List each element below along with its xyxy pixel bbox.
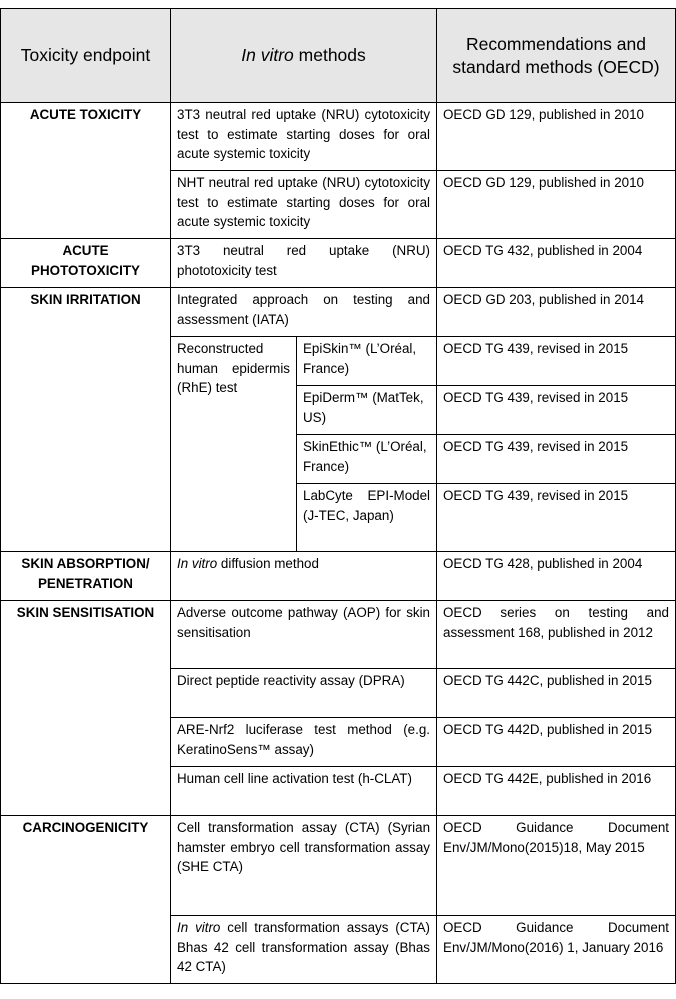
method-text: cell transformation assays (CTA) Bhas 42 cell transformation assay (Bhas 42 CTA) xyxy=(177,920,431,975)
endpoint-skin-absorption: SKIN ABSORPTION/ PENETRATION xyxy=(1,552,171,601)
method-text: diffusion method xyxy=(217,556,319,571)
recommendation-cell: OECD TG 442E, published in 2016 xyxy=(437,767,676,816)
method-cell: ARE-Nrf2 luciferase test method (e.g. KeratinoSens™ assay) xyxy=(171,718,437,767)
recommendation-cell: OECD TG 428, published in 2004 xyxy=(437,552,676,601)
method-cell: Adverse outcome pathway (AOP) for skin sensitisation xyxy=(171,601,437,669)
endpoint-acute-phototoxicity: ACUTE PHOTOTOXICITY xyxy=(1,239,171,288)
header-toxicity-endpoint: Toxicity endpoint xyxy=(1,9,171,103)
endpoint-acute-toxicity: ACUTE TOXICITY xyxy=(1,103,171,239)
recommendation-cell: OECD TG 439, revised in 2015 xyxy=(437,386,676,435)
rhe-model-cell: EpiSkin™ (L’Oréal, France) xyxy=(297,337,437,386)
recommendation-cell: OECD TG 439, revised in 2015 xyxy=(437,435,676,484)
header-recommendations: Recommendations and standard methods (OECD) xyxy=(437,9,676,103)
recommendation-cell: OECD GD 129, published in 2010 xyxy=(437,171,676,239)
method-cell: Integrated approach on testing and assessment (IATA) xyxy=(171,288,437,337)
table-row xyxy=(1,601,676,669)
table-row xyxy=(1,816,676,916)
method-cell xyxy=(171,916,437,984)
in-vitro-italic: In vitro xyxy=(177,920,221,935)
method-cell: Human cell line activation test (h-CLAT) xyxy=(171,767,437,816)
header-methods-text: methods xyxy=(293,45,366,65)
table-row xyxy=(1,103,676,171)
table-row xyxy=(1,288,676,337)
recommendation-cell: OECD TG 432, published in 2004 xyxy=(437,239,676,288)
toxicity-methods-table xyxy=(0,8,676,984)
method-cell: 3T3 neutral red uptake (NRU) phototoxicity test xyxy=(171,239,437,288)
in-vitro-italic: In vitro xyxy=(177,556,218,571)
recommendation-cell: OECD series on testing and assessment 168, published in 2012 xyxy=(437,601,676,669)
method-cell: 3T3 neutral red uptake (NRU) cytotoxicity test to estimate starting doses for oral acute systemic toxicity xyxy=(171,103,437,171)
recommendation-cell: OECD Guidance Document Env/JM/Mono(2015)18, May 2015 xyxy=(437,816,676,916)
recommendation-cell: OECD TG 439, revised in 2015 xyxy=(437,337,676,386)
recommendation-cell: OECD TG 439, revised in 2015 xyxy=(437,484,676,552)
recommendation-cell: OECD TG 442D, published in 2015 xyxy=(437,718,676,767)
rhe-model-cell: EpiDerm™ (MatTek, US) xyxy=(297,386,437,435)
header-in-vitro-italic: In vitro xyxy=(241,45,294,65)
endpoint-skin-sensitisation: SKIN SENSITISATION xyxy=(1,601,171,816)
table-row xyxy=(1,239,676,288)
method-cell: NHT neutral red uptake (NRU) cytotoxicity test to estimate starting doses for oral acute systemic toxicity xyxy=(171,171,437,239)
header-in-vitro-methods xyxy=(171,9,437,103)
table-row xyxy=(1,552,676,601)
rhe-test-cell: Reconstructed human epidermis (RhE) test xyxy=(171,337,297,552)
recommendation-cell: OECD GD 203, published in 2014 xyxy=(437,288,676,337)
method-cell: Cell transformation assay (CTA) (Syrian hamster embryo cell transformation assay (SHE CTA) xyxy=(171,816,437,916)
method-cell: Direct peptide reactivity assay (DPRA) xyxy=(171,669,437,718)
endpoint-carcinogenicity: CARCINOGENICITY xyxy=(1,816,171,984)
rhe-model-cell: LabCyte EPI-Model (J-TEC, Japan) xyxy=(297,484,437,552)
recommendation-cell: OECD Guidance Document Env/JM/Mono(2016) 1, January 2016 xyxy=(437,916,676,984)
endpoint-skin-irritation: SKIN IRRITATION xyxy=(1,288,171,552)
table-header-row xyxy=(1,9,676,103)
recommendation-cell: OECD GD 129, published in 2010 xyxy=(437,103,676,171)
method-cell xyxy=(171,552,437,601)
recommendation-cell: OECD TG 442C, published in 2015 xyxy=(437,669,676,718)
rhe-model-cell: SkinEthic™ (L’Oréal, France) xyxy=(297,435,437,484)
